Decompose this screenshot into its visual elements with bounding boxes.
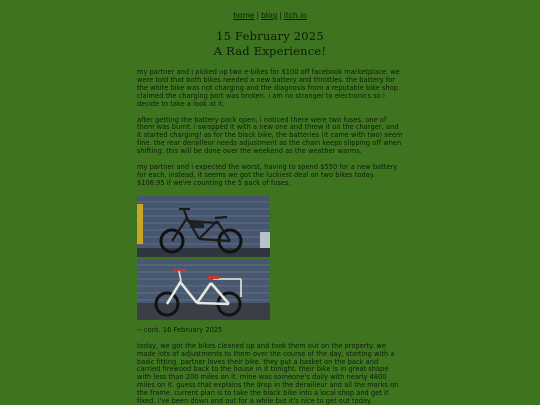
nav-separator: | (256, 11, 260, 20)
bikes-photo (137, 196, 270, 320)
white-bike-photo (137, 259, 270, 320)
nav-link-itchio[interactable]: itch.io (283, 11, 307, 20)
post-paragraph-2: after getting the battery pack open, i noticed there were two fuses. one of them was burnt. i swapped it with a new one and threw it on the charger, and it started charging! as for the black bike, the batteries (it came with two) seem fine. the rear derailleur needs adjustment as the chain keeps slipping off when shifting. this will be done over the weekend as the weather warms. (137, 115, 403, 156)
black-bike-photo (137, 196, 270, 257)
post-body (137, 69, 403, 405)
post-paragraph-3: my partner and i expected the worst, having to spend $550 for a new battery for each. instead, it seems we got the luckiest deal on two bikes today. $106.95 if we're counting the 5 pack of fuses. (137, 163, 398, 187)
nav-link-home[interactable]: home (233, 11, 255, 20)
continued-date: -- cont. 16 February 2025 (137, 325, 223, 334)
nav-separator: | (279, 11, 282, 20)
post-paragraph-1: my partner and i picked up two e-bikes for $100 off facebook marketplace. we were told that both bikes needed a new battery and throttles. the battery for the white bike was not charging and the diagnosis from a reputable bike shop claimed the charging port was broken. i am no stranger to electronics so i decide to take a look at it. (137, 68, 400, 108)
top-nav (0, 11, 540, 20)
post-paragraph-4: today, we got the bikes cleaned up and took them out on the property. we made lots of adjustments to them over the course of the day, starting with a basic fitting. partner loves their bike. they put a basket on the back and carried firewood back to the house in it tonight. their bike is in great shape with less than 200 miles on it. mine was someone's daily with nearly 4800 miles on it. guess that explains the drop in the derailleur and all the marks on the frame. current plan is to take the black bike into a local shop and get it fixed. i've been down and out for a while but it's nice to get out today. (137, 341, 399, 405)
post-title-heading: A Rad Experience! (213, 44, 327, 58)
post-date-heading: 15 February 2025 (216, 29, 324, 43)
nav-link-blog[interactable]: blog (261, 11, 278, 20)
